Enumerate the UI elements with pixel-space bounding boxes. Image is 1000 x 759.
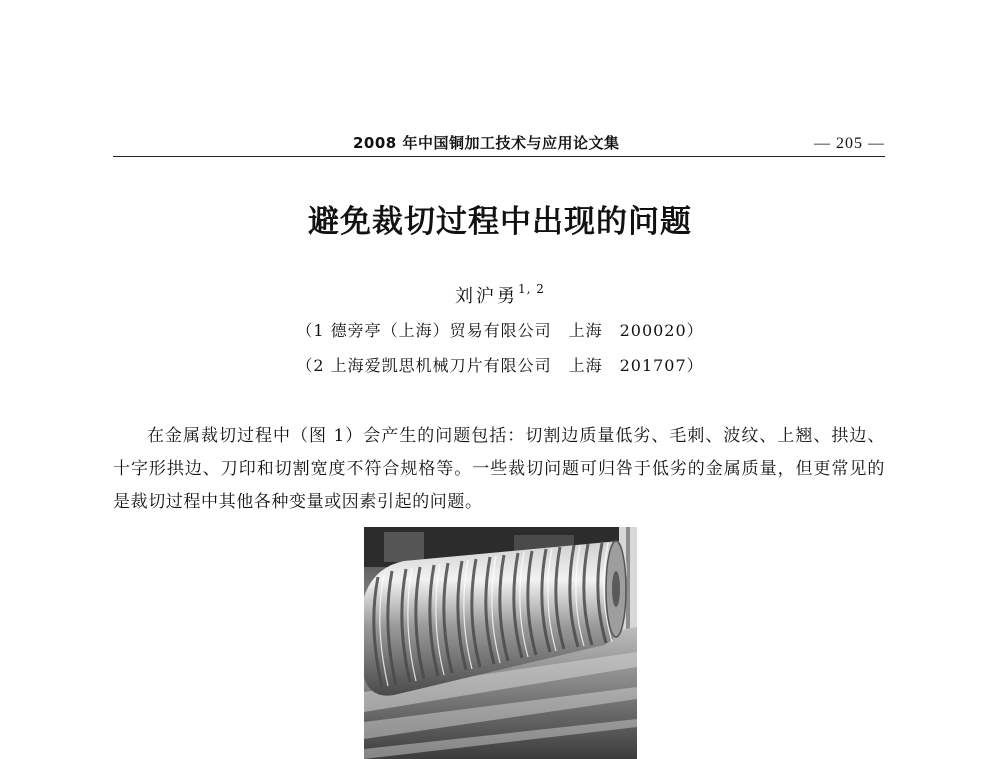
figure-1-photo (364, 527, 637, 759)
running-title: 2008 年中国铜加工技术与应用论文集 (353, 134, 620, 152)
slitting-machine-illustration (364, 527, 637, 759)
affiliation-1: （1 德旁亭（上海）贸易有限公司 上海 200020） (296, 321, 704, 340)
page-number: — 205 — (814, 135, 885, 152)
author-line (0, 282, 1000, 308)
author-name: 刘沪勇 (455, 286, 519, 307)
article-title: 避免裁切过程中出现的问题 (308, 204, 692, 240)
body-paragraph: 在金属裁切过程中（图 1）会产生的问题包括：切割边质量低劣、毛刺、波纹、上翘、拱边、十字形拱边、刀印和切割宽度不符合规格等。一些裁切问题可归咎于低劣的金属质量，但更常见的是裁切过程中其他各种变量或因素引起的问题。 (113, 426, 885, 512)
affiliation-2: （2 上海爱凯思机械刀片有限公司 上海 201707） (296, 356, 704, 375)
running-header (113, 132, 885, 157)
author-affiliation-marks: 1, 2 (518, 282, 545, 296)
